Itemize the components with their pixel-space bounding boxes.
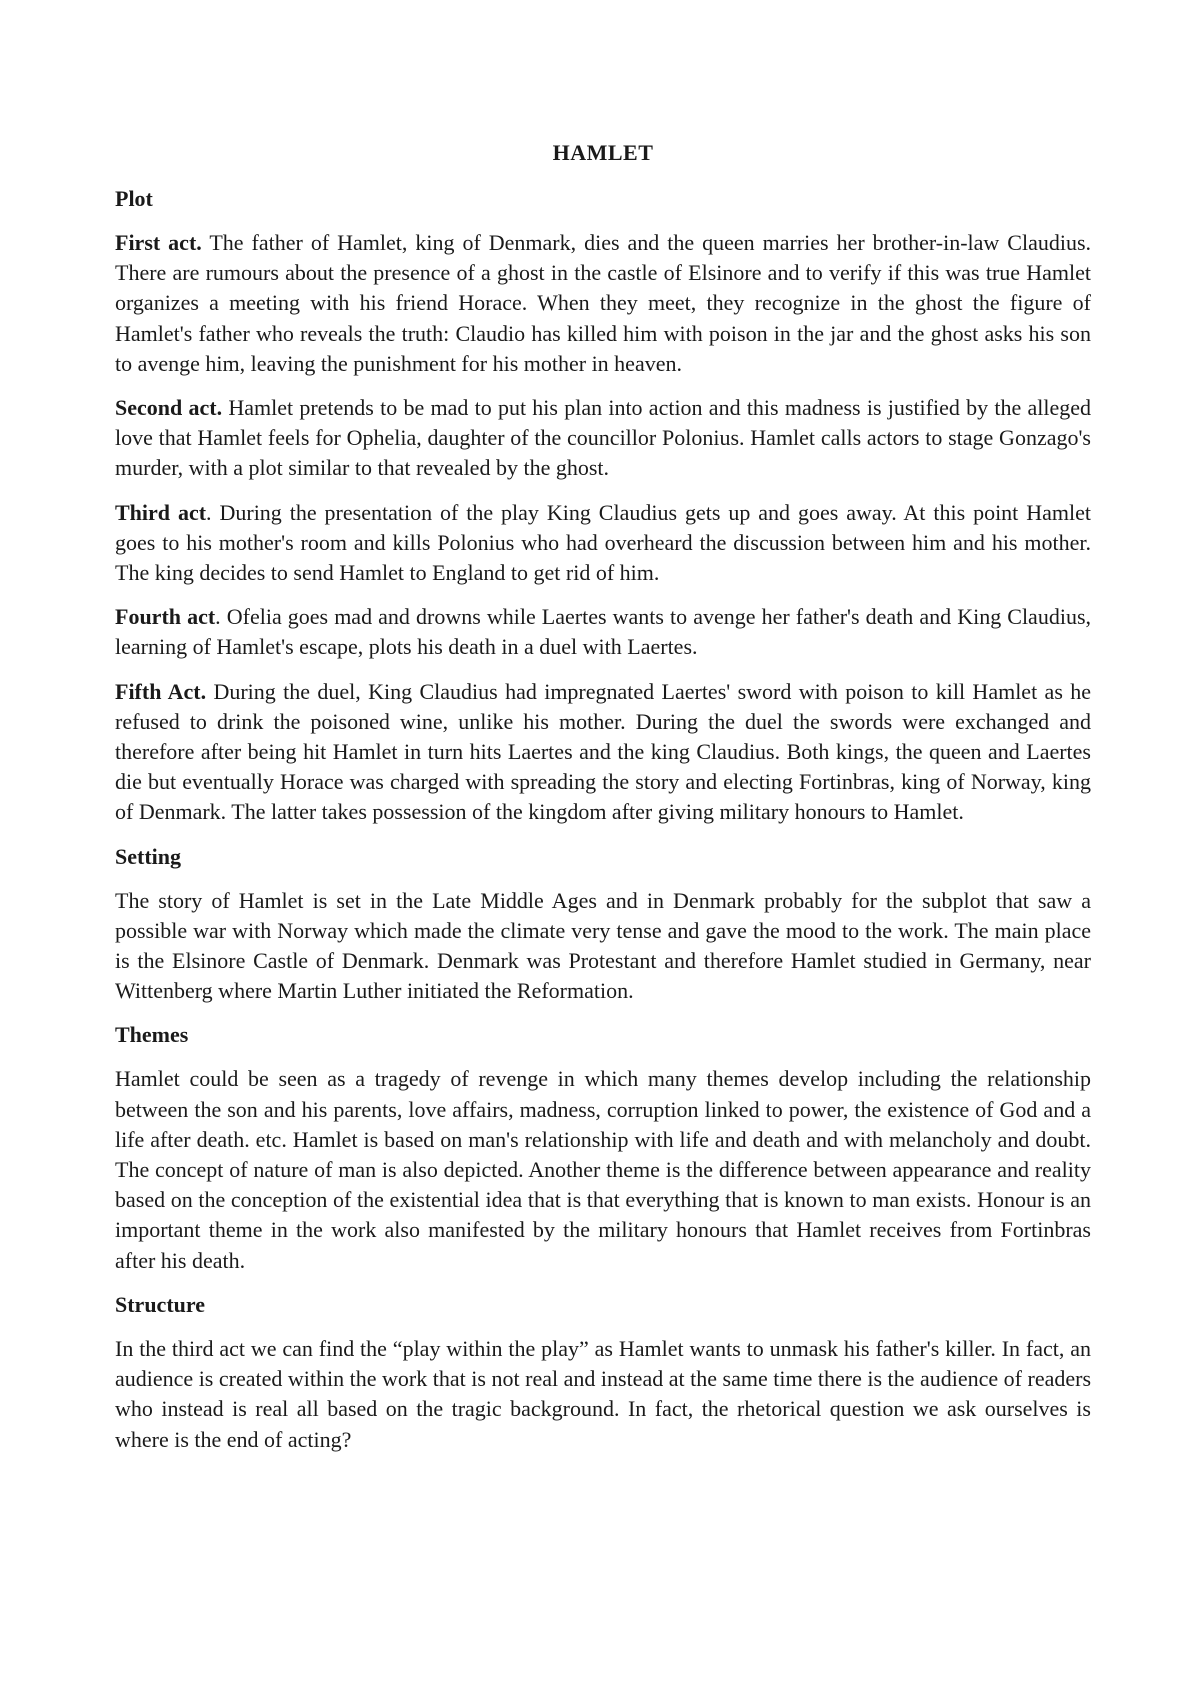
act-text: . Ofelia goes mad and drowns while Laertes wants to avenge her father's death and King Claudius, learning of Hamlet's escape, plots his death in a duel with Laertes.	[115, 604, 1092, 660]
themes-paragraph: Hamlet could be seen as a tragedy of revenge in which many themes develop including the relationship between the son and his parents, love affairs, madness, corruption linked to power, the existence of God and a life after death. etc. Hamlet is based on man's relationship with life and death and with melancholy and doubt. The concept of nature of man is also depicted. Another theme is the difference between appearance and reality based on the conception of the existential idea that is that everything that is known to man exists. Honour is an important theme in the work also manifested by the military honours that Hamlet receives from Fortinbras after his death.	[115, 1066, 1091, 1273]
document-page	[115, 140, 1091, 1469]
act-label: Fifth Act.	[115, 678, 207, 704]
plot-fourth-act	[115, 602, 1091, 662]
act-label: Fourth act	[115, 604, 216, 630]
plot-second-act	[115, 393, 1091, 484]
section-heading-plot: Plot	[115, 186, 153, 211]
act-label: First act.	[115, 230, 202, 255]
act-text: The father of Hamlet, king of Denmark, dies and the queen marries her brother-in-law Claudius. There are rumours about the presence of a ghost in the castle of Elsinore and to verify if this was true Hamlet organizes a meeting with his friend Horace. When they meet, they recognize in the ghost the figure of Hamlet's father who reveals the truth: Claudio has killed him with poison in the jar and the ghost asks his son to avenge him, leaving the punishment for his mother in heaven.	[115, 230, 1092, 376]
section-heading-setting: Setting	[115, 843, 181, 869]
plot-fifth-act	[115, 677, 1091, 828]
section-heading-themes: Themes	[115, 1022, 189, 1048]
document-title: HAMLET	[552, 140, 654, 165]
setting-paragraph: The story of Hamlet is set in the Late Middle Ages and in Denmark probably for the subplot that saw a possible war with Norway which made the climate very tense and gave the mood to the work. The main place is the Elsinore Castle of Denmark. Denmark was Protestant and therefore Hamlet studied in Germany, near Wittenberg where Martin Luther initiated the Reformation.	[115, 887, 1091, 1004]
act-text: Hamlet pretends to be mad to put his plan into action and this madness is justified by the alleged love that Hamlet feels for Ophelia, daughter of the councillor Polonius. Hamlet calls actors to stage Gonzago's murder, with a plot similar to that revealed by the ghost.	[115, 395, 1092, 481]
act-text: . During the presentation of the play King Claudius gets up and goes away. At this point Hamlet goes to his mother's room and kills Polonius who had overheard the discussion between him and his mother. The king decides to send Hamlet to England to get rid of him.	[115, 499, 1091, 586]
act-label: Second act.	[115, 395, 223, 421]
act-label: Third act	[115, 499, 207, 525]
structure-paragraph: In the third act we can find the “play within the play” as Hamlet wants to unmask his father's killer. In fact, an audience is created within the work that is not real and instead at the same time there is the audience of readers who instead is real all based on the tragic background. In fact, the rhetorical question we ask ourselves is where is the end of acting?	[115, 1335, 1091, 1452]
plot-third-act	[115, 498, 1091, 589]
plot-first-act	[115, 228, 1091, 379]
act-text: During the duel, King Claudius had impregnated Laertes' sword with poison to kill Hamlet as he refused to drink the poisoned wine, unlike his mother. During the duel the swords were exchanged and therefore after being hit Hamlet in turn hits Laertes and the king Claudius. Both kings, the queen and Laertes die but eventually Horace was charged with spreading the story and electing Fortinbras, king of Norway, king of Denmark. The latter takes possession of the kingdom after giving military honours to Hamlet.	[115, 678, 1092, 825]
section-heading-structure: Structure	[115, 1291, 206, 1317]
